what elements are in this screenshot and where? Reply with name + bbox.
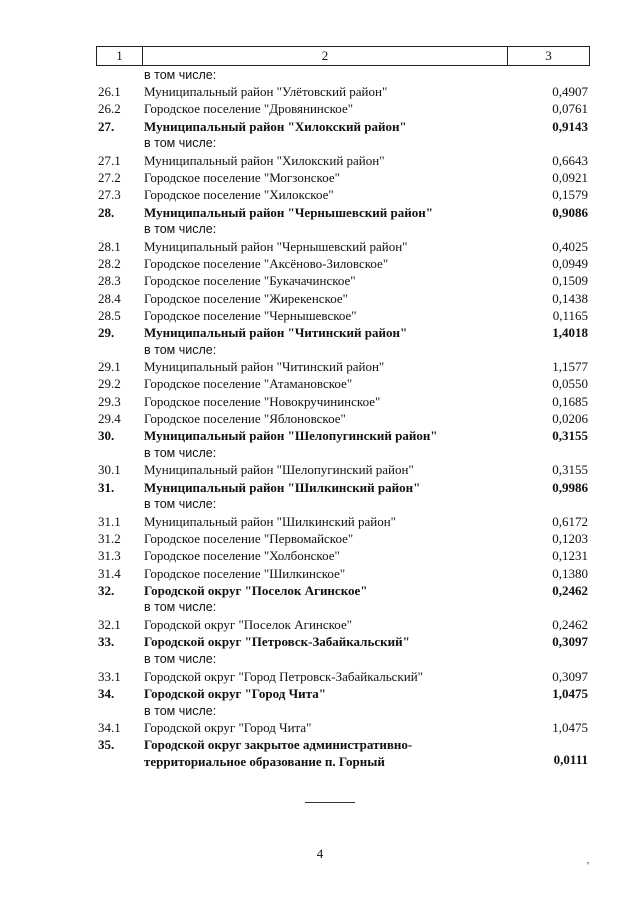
row-name: Муниципальный район "Улётовский район" — [144, 84, 388, 100]
row-number: 30.1 — [98, 462, 121, 478]
table-row — [96, 135, 590, 152]
row-number: 28. — [98, 204, 115, 220]
subheading-text: в том числе: — [144, 136, 217, 151]
table-row — [96, 616, 590, 633]
table-row — [96, 461, 590, 478]
row-number: 31.1 — [98, 513, 121, 529]
row-name: Городской округ "Город Чита" — [144, 720, 312, 736]
table-row — [96, 530, 590, 547]
row-name: Муниципальный район "Шилкинский район" — [144, 513, 396, 529]
row-number: 28.3 — [98, 273, 121, 289]
row-value: 0,4025 — [552, 238, 588, 254]
row-name: Городское поселение "Могзонское" — [144, 170, 340, 186]
table-row — [96, 83, 590, 100]
table-row — [96, 496, 590, 513]
row-subheading — [144, 66, 514, 84]
table-row — [96, 479, 590, 496]
row-name: Муниципальный район "Читинский район" — [144, 324, 408, 340]
row-value: 0,0921 — [552, 170, 588, 186]
corner-mark: ’ — [586, 860, 590, 872]
table-row — [96, 118, 590, 135]
table-row — [96, 152, 590, 169]
table-header — [96, 46, 590, 66]
row-name: Городское поселение "Яблоновское" — [144, 410, 346, 426]
table-row — [96, 564, 590, 581]
row-number: 29.3 — [98, 393, 121, 409]
page-number: 4 — [316, 846, 324, 861]
table-row — [96, 719, 590, 736]
row-value: 0,4907 — [552, 84, 588, 100]
row-number: 26.1 — [98, 84, 121, 100]
row-value: 0,1579 — [552, 187, 588, 203]
row-name: Городской округ закрытое административно-территориальное образование п. Горный — [144, 737, 413, 770]
subheading-text: в том числе: — [144, 600, 217, 615]
footer-divider — [305, 802, 355, 803]
table-row — [96, 375, 590, 392]
row-subheading — [144, 341, 514, 359]
row-subheading — [144, 598, 514, 616]
row-name: Муниципальный район "Чернышевский район" — [144, 204, 433, 220]
row-value: 0,1438 — [552, 290, 588, 306]
table-row — [96, 238, 590, 255]
row-subheading — [144, 650, 514, 668]
table-row — [96, 307, 590, 324]
row-number: 26.2 — [98, 101, 121, 117]
subheading-text: в том числе: — [144, 445, 217, 460]
table-row — [96, 427, 590, 444]
table-row — [96, 633, 590, 650]
table-row — [96, 702, 590, 719]
row-name: Муниципальный район "Читинский район" — [144, 359, 385, 375]
row-number: 31.2 — [98, 531, 121, 547]
row-value: 0,0550 — [552, 376, 588, 392]
table-row — [96, 358, 590, 375]
table-body — [96, 66, 590, 770]
row-value: 1,0475 — [552, 720, 588, 736]
row-subheading — [144, 444, 514, 462]
row-number: 28.4 — [98, 290, 121, 306]
row-value: 0,9986 — [552, 479, 588, 495]
row-value: 0,3155 — [552, 462, 588, 478]
header-col-1: 1 — [97, 47, 143, 65]
row-name: Городское поселение "Аксёново-Зиловское" — [144, 256, 389, 272]
table-row — [96, 599, 590, 616]
row-value: 0,1685 — [552, 393, 588, 409]
row-value: 0,3155 — [552, 428, 588, 444]
table-row — [96, 66, 590, 83]
row-name: Городское поселение "Шилкинское" — [144, 565, 346, 581]
table-row — [96, 513, 590, 530]
row-number: 29.1 — [98, 359, 121, 375]
row-name: Муниципальный район "Чернышевский район" — [144, 238, 408, 254]
row-number: 28.5 — [98, 307, 121, 323]
table-row — [96, 650, 590, 667]
row-number: 29. — [98, 324, 115, 340]
row-subheading — [144, 220, 514, 238]
table-row — [96, 204, 590, 221]
row-subheading — [144, 495, 514, 513]
row-number: 33.1 — [98, 668, 121, 684]
subheading-text: в том числе: — [144, 497, 217, 512]
table-row — [96, 410, 590, 427]
table-row — [96, 444, 590, 461]
table-row — [96, 272, 590, 289]
row-number: 27.2 — [98, 170, 121, 186]
row-number: 32.1 — [98, 617, 121, 633]
subheading-text: в том числе: — [144, 651, 217, 666]
row-value: 1,4018 — [552, 324, 588, 340]
row-name: Муниципальный район "Шилкинский район" — [144, 479, 421, 495]
row-number: 30. — [98, 428, 115, 444]
row-number: 29.2 — [98, 376, 121, 392]
row-number: 32. — [98, 582, 115, 598]
header-col-2: 2 — [143, 47, 508, 65]
table-row — [96, 186, 590, 203]
row-name: Городской округ "Петровск-Забайкальский" — [144, 634, 410, 650]
subheading-text: в том числе: — [144, 67, 217, 82]
row-number: 28.1 — [98, 238, 121, 254]
table-row — [96, 393, 590, 410]
row-number: 27.3 — [98, 187, 121, 203]
row-name: Городское поселение "Холбонское" — [144, 548, 340, 564]
row-value: 1,0475 — [552, 685, 588, 701]
row-value: 0,2462 — [552, 617, 588, 633]
row-name: Муниципальный район "Хилокский район" — [144, 118, 407, 134]
row-name: Городской округ "Город Петровск-Забайкальский" — [144, 668, 423, 684]
row-number: 31.4 — [98, 565, 121, 581]
table-row — [96, 582, 590, 599]
row-name: Муниципальный район "Хилокский район" — [144, 153, 385, 169]
row-subheading — [144, 134, 514, 152]
row-number: 31. — [98, 479, 115, 495]
row-value: 0,1203 — [552, 531, 588, 547]
row-name: Городское поселение "Хилокское" — [144, 187, 334, 203]
row-value: 0,1165 — [552, 307, 588, 323]
row-name: Городской округ "Город Чита" — [144, 685, 326, 701]
row-value: 1,1577 — [552, 359, 588, 375]
row-value: 0,1509 — [552, 273, 588, 289]
row-number: 28.2 — [98, 256, 121, 272]
table-row — [96, 736, 590, 770]
table-row — [96, 341, 590, 358]
row-value: 0,6643 — [552, 153, 588, 169]
row-value: 0,0111 — [553, 752, 588, 768]
row-value: 0,0761 — [552, 101, 588, 117]
row-number: 34.1 — [98, 720, 121, 736]
row-number: 33. — [98, 634, 115, 650]
subheading-text: в том числе: — [144, 342, 217, 357]
row-value: 0,0949 — [552, 256, 588, 272]
row-name: Городское поселение "Дровянинское" — [144, 101, 354, 117]
row-value: 0,9143 — [552, 118, 588, 134]
row-name: Городское поселение "Первомайское" — [144, 531, 354, 547]
table-row — [96, 547, 590, 564]
row-name: Городское поселение "Чернышевское" — [144, 307, 357, 323]
row-number: 29.4 — [98, 410, 121, 426]
row-name: Муниципальный район "Шелопугинский район" — [144, 462, 414, 478]
row-value: 0,3097 — [552, 668, 588, 684]
row-value: 0,1231 — [552, 548, 588, 564]
row-name: Городское поселение "Букачачинское" — [144, 273, 356, 289]
row-name: Городское поселение "Жирекенское" — [144, 290, 348, 306]
table-row — [96, 668, 590, 685]
row-name: Городской округ "Поселок Агинское" — [144, 617, 353, 633]
row-value: 0,0206 — [552, 410, 588, 426]
row-name: Муниципальный район "Шелопугинский район" — [144, 428, 438, 444]
table-row — [96, 221, 590, 238]
table-row — [96, 169, 590, 186]
row-value: 0,6172 — [552, 513, 588, 529]
row-number: 27. — [98, 118, 115, 134]
row-number: 35. — [98, 737, 115, 753]
row-value: 0,3097 — [552, 634, 588, 650]
table-row — [96, 289, 590, 306]
row-value: 0,2462 — [552, 582, 588, 598]
table-row — [96, 324, 590, 341]
row-value: 0,1380 — [552, 565, 588, 581]
subheading-text: в том числе: — [144, 703, 217, 718]
subheading-text: в том числе: — [144, 222, 217, 237]
table-row — [96, 685, 590, 702]
table-row — [96, 100, 590, 117]
table-row — [96, 255, 590, 272]
row-value: 0,9086 — [552, 204, 588, 220]
row-subheading — [144, 702, 514, 720]
row-name: Городской округ "Поселок Агинское" — [144, 582, 368, 598]
row-number: 34. — [98, 685, 115, 701]
row-name: Городское поселение "Новокручининское" — [144, 393, 381, 409]
row-name: Городское поселение "Атамановское" — [144, 376, 353, 392]
row-number: 27.1 — [98, 153, 121, 169]
header-col-3: 3 — [545, 48, 552, 63]
row-number: 31.3 — [98, 548, 121, 564]
